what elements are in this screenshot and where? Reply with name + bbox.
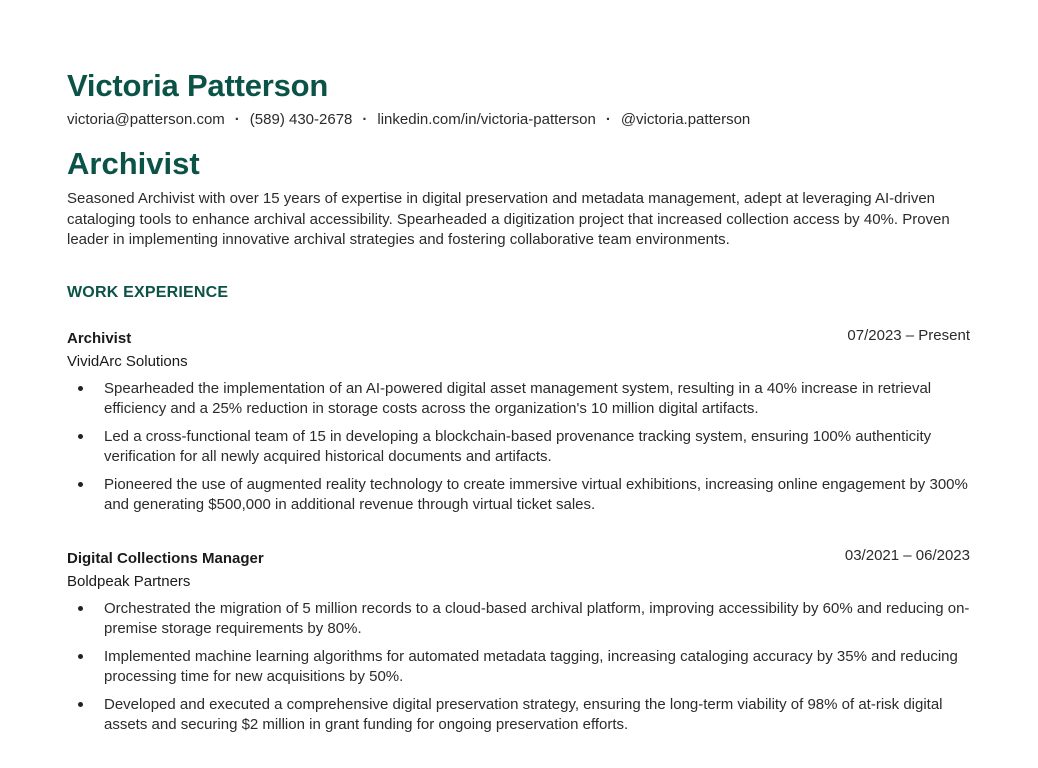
section-heading-work-experience: WORK EXPERIENCE [67, 284, 229, 301]
job-role: Archivist [67, 330, 132, 347]
bullet-text: Spearheaded the implementation of an AI-powered digital asset management system, resulting in a 40% increase in retrieval efficiency and a 25% reduction in storage costs across the organization's 10 million digital artifacts. [104, 380, 932, 417]
job-dates: 07/2023 – Present [847, 327, 970, 344]
job-company: VividArc Solutions [67, 353, 188, 370]
bullet-item [67, 475, 970, 514]
job-role: Digital Collections Manager [67, 550, 264, 567]
bullet-dot-icon [78, 654, 83, 659]
bullet-item [67, 695, 970, 734]
job-bullets [67, 599, 970, 734]
job-header [67, 547, 970, 572]
bullet-text: Implemented machine learning algorithms for automated metadata tagging, increasing cataloging accuracy by 35% and reducing processing time for new acquisitions by 50%. [104, 648, 958, 685]
bullet-text: Developed and executed a comprehensive digital preservation strategy, ensuring the long-term viability of 98% of at-risk digital assets and securing $2 million in grant funding for ongoing preservation efforts. [104, 696, 943, 733]
job-company: Boldpeak Partners [67, 573, 191, 590]
job-bullets [67, 379, 970, 514]
candidate-name: Victoria Patterson [67, 68, 329, 103]
contact-linkedin[interactable]: linkedin.com/in/victoria-patterson [377, 111, 596, 128]
bullet-text: Led a cross-functional team of 15 in developing a blockchain-based provenance tracking system, ensuring 100% authenticity verification for all newly acquired historical documents and artifacts. [104, 428, 932, 465]
contact-handle[interactable]: @victoria.patterson [620, 111, 751, 128]
bullet-item [67, 379, 970, 418]
bullet-item [67, 427, 970, 466]
bullet-dot-icon [78, 434, 83, 439]
bullet-item [67, 599, 970, 638]
job-dates: 03/2021 – 06/2023 [844, 547, 970, 564]
headline-title: Archivist [67, 146, 200, 181]
job-entry [67, 327, 970, 523]
bullet-dot-icon [78, 386, 83, 391]
job-entry [67, 547, 970, 743]
separator-dot: · [605, 111, 611, 128]
professional-summary: Seasoned Archivist with over 15 years of expertise in digital preservation and metadata management, adept at leveraging AI-driven cataloging tools to enhance archival accessibility. Spearheaded a digitization project that increased collection access by 40%. Proven leader in implementing innovative archival strategies and fostering collaborative team environments. [67, 190, 950, 248]
job-header [67, 327, 970, 352]
contact-line [67, 111, 750, 128]
bullet-dot-icon [78, 482, 83, 487]
separator-dot: · [362, 111, 368, 128]
bullet-text: Orchestrated the migration of 5 million records to a cloud-based archival platform, improving accessibility by 60% and reducing on-premise storage requirements by 80%. [104, 600, 970, 637]
bullet-dot-icon [78, 606, 83, 611]
separator-dot: · [234, 111, 240, 128]
contact-phone[interactable]: (589) 430-2678 [249, 111, 353, 128]
bullet-item [67, 647, 970, 686]
bullet-text: Pioneered the use of augmented reality technology to create immersive virtual exhibitions, increasing online engagement by 300% and generating $500,000 in additional revenue through virtual ticket sales. [104, 476, 968, 513]
contact-email[interactable]: victoria@patterson.com [67, 111, 225, 128]
bullet-dot-icon [78, 702, 83, 707]
